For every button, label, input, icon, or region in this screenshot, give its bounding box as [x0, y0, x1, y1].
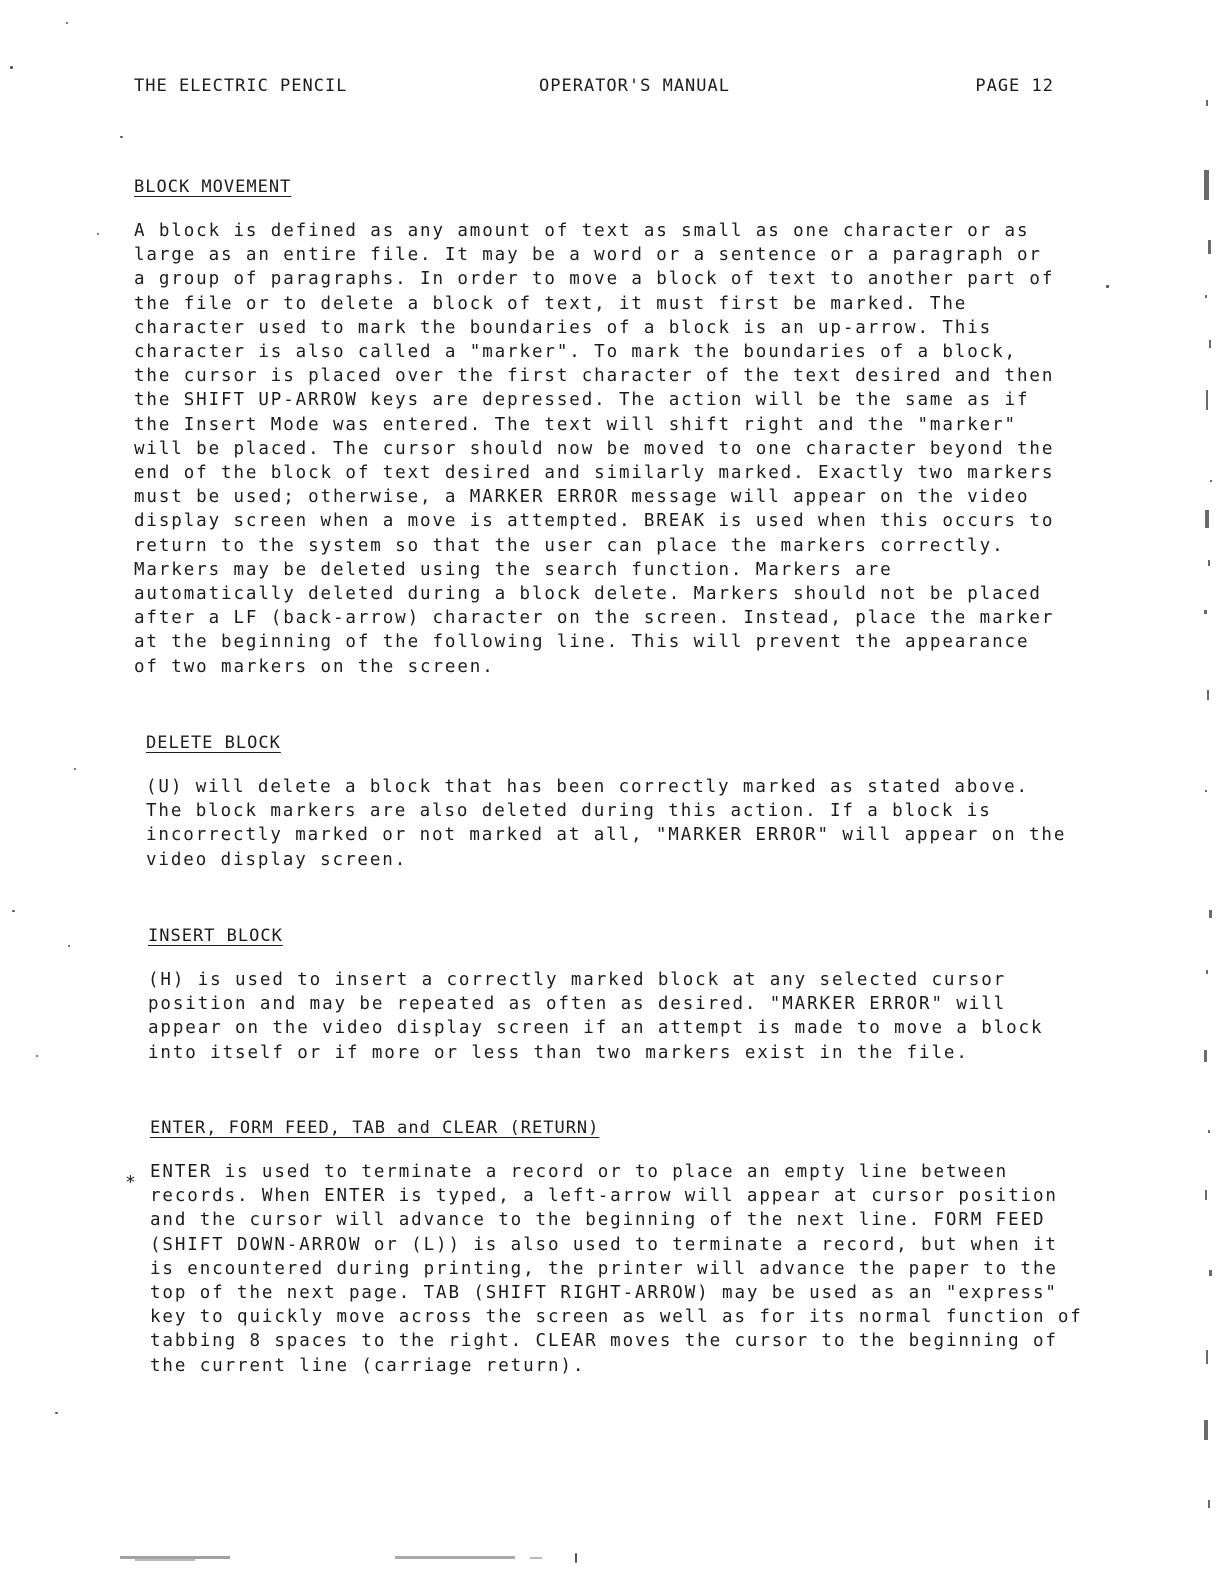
section-insert-block	[148, 926, 1083, 1065]
text-line: return to the system so that the user can place the markers correctly.	[134, 535, 1005, 556]
text-line: character used to mark the boundaries of a block is an up-arrow. This	[134, 317, 993, 338]
text-line: ENTER is used to terminate a record or to place an empty line between	[150, 1162, 1009, 1182]
text-line: will be placed. The cursor should now be moved to one character beyond the	[134, 438, 1055, 459]
text-line: display screen when a move is attempted. BREAK is used when this occurs to	[134, 511, 1055, 532]
section-body	[134, 219, 1069, 679]
header-title: THE ELECTRIC PENCIL	[134, 76, 348, 96]
text-line: a group of paragraphs. In order to move a block of text to another part of	[134, 269, 1055, 290]
text-line: key to quickly move across the screen as well as for its normal function of	[150, 1307, 1083, 1328]
scan-speck	[10, 66, 13, 69]
text-line: character is also called a "marker". To mark the boundaries of a block,	[134, 342, 1017, 363]
section-title: DELETE BLOCK	[146, 733, 281, 753]
text-line: the cursor is placed over the first character of the text desired and then	[134, 366, 1055, 387]
text-line: and the cursor will advance to the beginning of the next line. FORM FEED	[150, 1210, 1046, 1231]
scan-speck	[120, 136, 123, 138]
text-line: end of the block of text desired and similarly marked. Exactly two markers	[134, 463, 1055, 484]
text-line: (SHIFT DOWN-ARROW or (L)) is also used to terminate a record, but when it	[150, 1234, 1058, 1255]
header-page-number: PAGE 12	[975, 76, 1054, 96]
scan-speck	[68, 945, 70, 947]
text-line: incorrectly marked or not marked at all, "MARKER ERROR" will appear on the	[146, 825, 1067, 846]
text-line: position and may be repeated as often as desired. "MARKER ERROR" will	[148, 994, 1007, 1015]
text-line: into itself or if more or less than two markers exist in the file.	[148, 1042, 969, 1063]
scan-bottom-noise	[115, 1553, 595, 1563]
scan-speck	[66, 22, 68, 24]
text-line: Markers may be deleted using the search function. Markers are	[134, 559, 893, 580]
text-line: video display screen.	[146, 849, 408, 870]
text-line: A block is defined as any amount of text as small as one character or as	[134, 221, 1030, 241]
text-line: appear on the video display screen if an attempt is made to move a block	[148, 1018, 1044, 1039]
page-header	[134, 76, 1054, 106]
text-line: is encountered during printing, the printer will advance the paper to the	[150, 1258, 1058, 1279]
margin-asterisk: *	[125, 1172, 136, 1193]
text-line: the current line (carriage return).	[150, 1355, 586, 1376]
text-line: tabbing 8 spaces to the right. CLEAR moves the cursor to the beginning of	[150, 1331, 1058, 1352]
scan-speck	[74, 768, 76, 770]
scan-speck	[36, 1055, 38, 1057]
text-line: top of the next page. TAB (SHIFT RIGHT-ARROW) may be used as an "express"	[150, 1283, 1058, 1304]
section-title: BLOCK MOVEMENT	[134, 177, 292, 197]
text-line: (H) is used to insert a correctly marked block at any selected cursor	[148, 970, 1007, 990]
text-line: large as an entire file. It may be a word or a sentence or a paragraph or	[134, 245, 1042, 266]
section-title: ENTER, FORM FEED, TAB and CLEAR (RETURN)	[150, 1118, 600, 1138]
text-line: at the beginning of the following line. This will prevent the appearance	[134, 632, 1030, 653]
scan-speck	[12, 910, 15, 912]
section-body	[148, 968, 1083, 1065]
text-line: the Insert Mode was entered. The text will shift right and the "marker"	[134, 414, 1017, 435]
text-line: The block markers are also deleted during this action. If a block is	[146, 801, 992, 822]
section-delete-block	[146, 733, 1081, 872]
scan-edge-noise	[1202, 90, 1214, 1560]
text-line: must be used; otherwise, a MARKER ERROR message will appear on the video	[134, 487, 1030, 508]
section-title: INSERT BLOCK	[148, 926, 283, 946]
text-line: the SHIFT UP-ARROW keys are depressed. The action will be the same as if	[134, 390, 1030, 411]
text-line: after a LF (back-arrow) character on the screen. Instead, place the marker	[134, 608, 1055, 629]
scan-speck	[1106, 285, 1109, 288]
scan-speck	[97, 233, 99, 235]
text-line: of two markers on the screen.	[134, 656, 495, 677]
text-line: (U) will delete a block that has been correctly marked as stated above.	[146, 777, 1029, 797]
text-line: automatically deleted during a block delete. Markers should not be placed	[134, 584, 1042, 605]
section-block-movement	[134, 177, 1069, 679]
scan-speck	[55, 1412, 58, 1414]
text-line: records. When ENTER is typed, a left-arrow will appear at cursor position	[150, 1186, 1058, 1207]
header-manual-name: OPERATOR'S MANUAL	[539, 76, 730, 96]
text-line: the file or to delete a block of text, it must first be marked. The	[134, 293, 968, 314]
section-body	[150, 1160, 1085, 1378]
section-body	[146, 775, 1081, 872]
section-enter-formfeed-tab-clear	[150, 1118, 1085, 1378]
